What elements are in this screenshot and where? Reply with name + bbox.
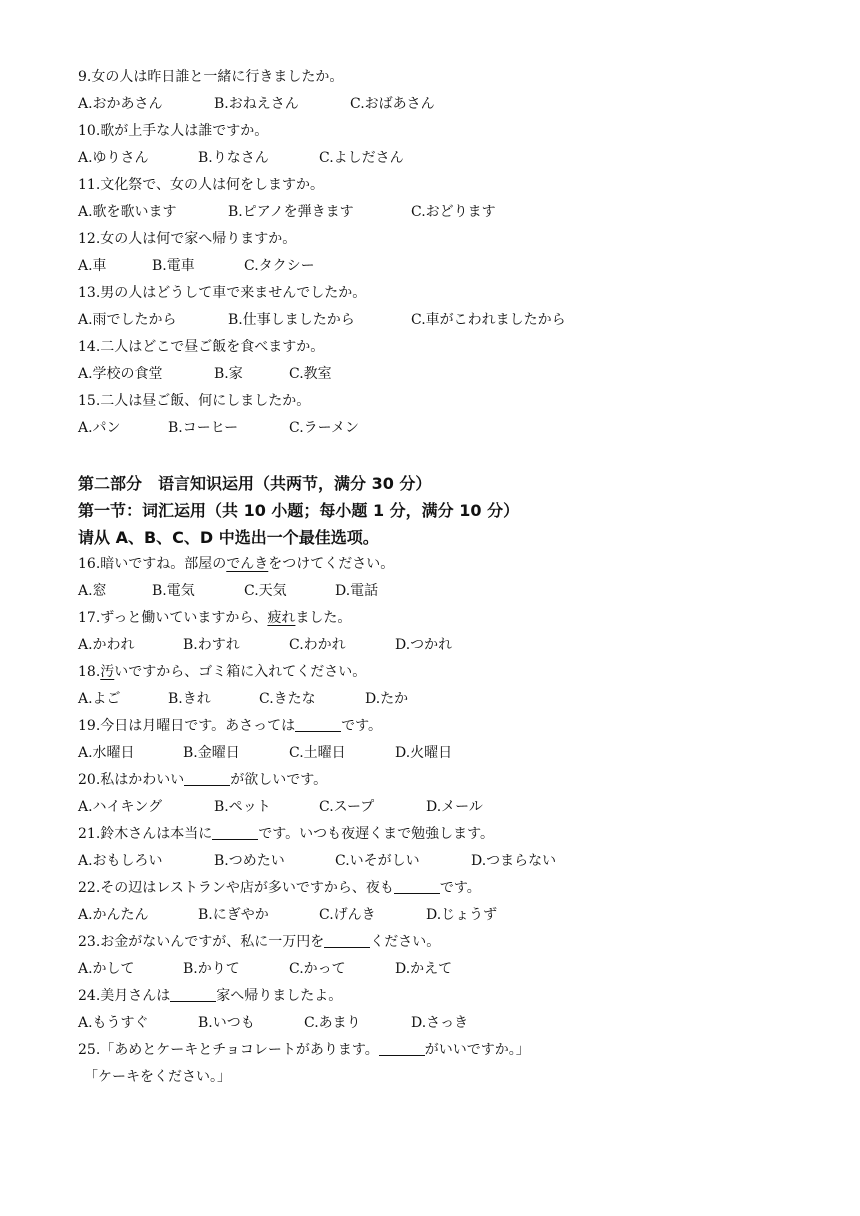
option: A.水曜日 [78, 745, 135, 761]
answer-blank [379, 1039, 425, 1056]
stem-text: をつけてください。 [268, 556, 395, 572]
option: C.げんき [319, 907, 376, 923]
underlined-word: でんき [226, 556, 269, 572]
stem-text: が欲しいです。 [230, 772, 328, 788]
question-stem [78, 551, 394, 578]
option: C.おどります [411, 204, 496, 220]
option: D.さっき [411, 1015, 469, 1031]
option: D.メール [426, 799, 483, 815]
answer-blank [170, 985, 216, 1002]
option: A.かわれ [78, 637, 135, 653]
underlined-word: 汚 [100, 664, 115, 680]
stem-text: です。いつも夜遅くまで勉強します。 [258, 826, 495, 842]
stem-text: 17.ずっと働いていますから、 [78, 610, 268, 626]
section-title: 第一节：词汇运用（共 10 小题；每小题 1 分，满分 10 分） [78, 501, 520, 520]
stem-text: 22.その辺はレストランや店が多いですから、夜も [78, 880, 394, 896]
option: B.コーヒー [168, 420, 239, 436]
option: D.じょうず [426, 907, 498, 923]
question-stem: 15.二人は昼ご飯、何にしましたか。 [78, 393, 311, 409]
question-stem [78, 983, 342, 1010]
option: C.きたな [259, 691, 316, 707]
option: B.きれ [168, 691, 211, 707]
option: B.かりて [183, 961, 240, 977]
question-stem: 10.歌が上手な人は誰ですか。 [78, 123, 269, 139]
question-stem [78, 821, 494, 848]
stem-text: です。 [439, 880, 481, 896]
stem-text: ください。 [370, 934, 441, 950]
option: B.にぎやか [198, 907, 269, 923]
option: C.おばあさん [350, 96, 435, 112]
question-stem [78, 605, 351, 632]
option: B.おねえさん [214, 96, 299, 112]
option: B.電車 [152, 258, 195, 274]
option: A.雨でしたから [78, 312, 177, 328]
dialogue-reply: 「ケーキをください。」 [84, 1069, 231, 1085]
stem-text: ました。 [295, 610, 352, 626]
option: B.わすれ [183, 637, 240, 653]
option: A.かして [78, 961, 135, 977]
stem-text: 24.美月さんは [78, 988, 171, 1004]
stem-text: 18. [78, 664, 101, 680]
stem-text: です。 [341, 718, 383, 734]
option: B.ペット [214, 799, 271, 815]
option: D.つまらない [471, 853, 557, 869]
option: C.あまり [304, 1015, 361, 1031]
option: A.おもしろい [78, 853, 163, 869]
option: C.わかれ [289, 637, 346, 653]
question-stem [78, 929, 440, 956]
stem-text: 23.お金がないんですが、私に一万円を [78, 934, 325, 950]
option: C.ラーメン [289, 420, 359, 436]
stem-text: がいいですか。」 [424, 1042, 530, 1058]
stem-text: 20.私はかわいい [78, 772, 185, 788]
option: A.窓 [78, 583, 107, 599]
option: C.土曜日 [289, 745, 346, 761]
stem-text: いですから、ゴミ箱に入れてください。 [114, 664, 367, 680]
option: B.ピアノを弾きます [228, 204, 354, 220]
answer-blank [394, 877, 440, 894]
question-stem [78, 767, 327, 794]
option: B.つめたい [214, 853, 285, 869]
option: A.パン [78, 420, 121, 436]
part-title: 第二部分 语言知识运用（共两节，满分 30 分） [78, 474, 432, 493]
question-stem [78, 1037, 530, 1064]
stem-text: 21.鈴木さんは本当に [78, 826, 213, 842]
option: C.タクシー [244, 258, 315, 274]
option: A.歌を歌います [78, 204, 177, 220]
underlined-word: 疲れ [267, 610, 296, 626]
instruction: 请从 A、B、C、D 中选出一个最佳选项。 [78, 528, 379, 547]
option: B.いつも [198, 1015, 255, 1031]
question-stem [78, 713, 382, 740]
option: D.電話 [335, 583, 379, 599]
question-stem: 9.女の人は昨日誰と一緒に行きましたか。 [78, 69, 344, 85]
option: C.かって [289, 961, 346, 977]
stem-text: 16.暗いですね。部屋の [78, 556, 227, 572]
option: D.たか [365, 691, 409, 707]
option: C.いそがしい [335, 853, 420, 869]
option: D.つかれ [395, 637, 453, 653]
question-stem: 14.二人はどこで昼ご飯を食べますか。 [78, 339, 325, 355]
stem-text: 19.今日は月曜日です。あさっては [78, 718, 296, 734]
answer-blank [212, 823, 258, 840]
option: A.おかあさん [78, 96, 163, 112]
question-stem: 12.女の人は何で家へ帰りますか。 [78, 231, 297, 247]
option: B.家 [214, 366, 243, 382]
option: D.火曜日 [395, 745, 453, 761]
option: C.教室 [289, 366, 332, 382]
question-stem: 11.文化祭で、女の人は何をしますか。 [78, 177, 324, 193]
question-stem: 13.男の人はどうして車で来ませんでしたか。 [78, 285, 367, 301]
option: C.よしださん [319, 150, 404, 166]
question-stem [78, 875, 481, 902]
option: A.ゆりさん [78, 150, 149, 166]
answer-blank [184, 769, 230, 786]
option: B.仕事しましたから [228, 312, 355, 328]
option: A.学校の食堂 [78, 366, 163, 382]
option: C.車がこわれましたから [411, 312, 566, 328]
stem-text: 家へ帰りましたよ。 [216, 988, 343, 1004]
option: A.よご [78, 691, 121, 707]
option: A.ハイキング [78, 799, 163, 815]
question-stem [78, 659, 366, 686]
option: D.かえて [395, 961, 453, 977]
answer-blank [324, 931, 370, 948]
stem-text: 25.「あめとケーキとチョコレートがあります。 [78, 1042, 379, 1058]
option: B.りなさん [198, 150, 269, 166]
option: B.電気 [152, 583, 195, 599]
option: A.車 [78, 258, 107, 274]
option: A.もうすぐ [78, 1015, 149, 1031]
option: C.天気 [244, 583, 287, 599]
option: A.かんたん [78, 907, 149, 923]
option: C.スープ [319, 799, 375, 815]
option: B.金曜日 [183, 745, 240, 761]
answer-blank [295, 715, 341, 732]
